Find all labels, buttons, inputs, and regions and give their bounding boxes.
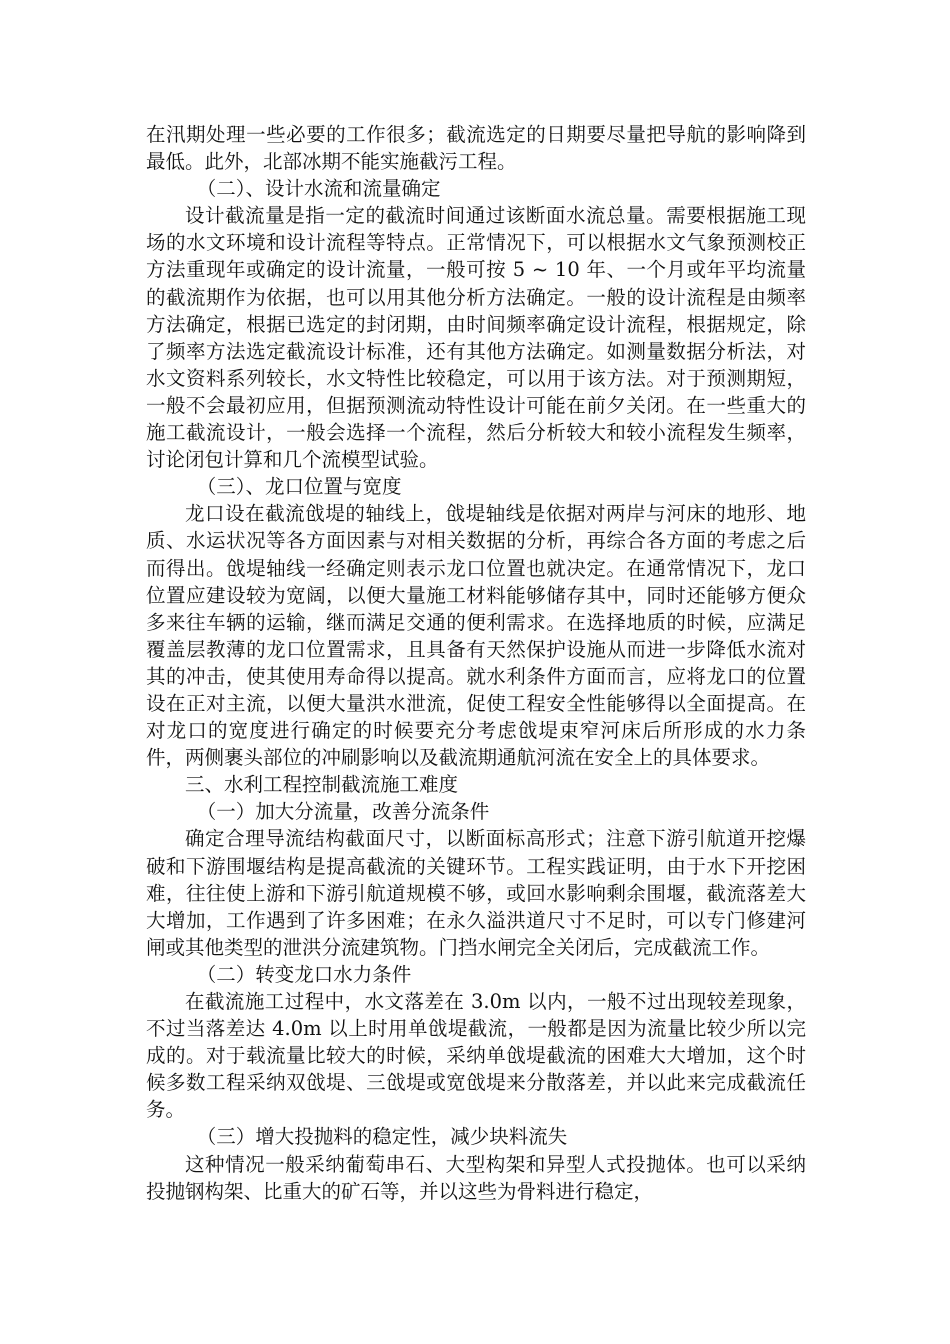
paragraph-hydraulic: 在截流施工过程中，水文落差在 3.0m 以内，一般不过出现较差现象，不过当落差达 4.0m 以上时用单戗堤截流，一般都是因为流量比较少所以完成的。对于载流量比较大的时候，采纳单戗堤截流的困难大大增加，这个时候多数工程采纳双戗堤、三戗堤或宽戗堤来分散落差，并以此来完成截流任务。 <box>146 990 806 1122</box>
paragraph-closure-gap: 龙口设在截流戗堤的轴线上，戗堤轴线是依据对两岸与河床的地形、地质、水运状况等各方面因素与对相关数据的分析，再综合各方面的考虑之后而得出。戗堤轴线一经确定则表示龙口位置也就决定。在通常情况下，龙口位置应建设较为宽阔，以便大量施工材料能够储存其中，同时还能够方便众多来往车辆的运输，继而满足交通的便利需求。在选择地质的时候，应满足覆盖层教薄的龙口位置需求，且具备有天然保护设施从而进一步降低水流对其的冲击，使其使用寿命得以提高。就水利条件方面而言，应将龙口的位置设在正对主流，以便大量洪水泄流，促使工程安全性能够得以全面提高。在对龙口的宽度进行确定的时候要充分考虑戗堤束窄河床后所形成的水力条件，两侧裹头部位的冲刷影响以及截流期通航河流在安全上的具体要求。 <box>146 502 806 770</box>
section-heading-closure-gap: （三）、龙口位置与宽度 <box>196 475 402 499</box>
paragraph-continuation: 在汛期处理一些必要的工作很多；截流选定的日期要尽量把导航的影响降到最低。此外，北部冰期不能实施截污工程。 <box>146 123 806 174</box>
section-heading-stability: （三）增大投抛料的稳定性，减少块料流失 <box>196 1125 568 1149</box>
paragraph-design-flow: 设计截流量是指一定的截流时间通过该断面水流总量。需要根据施工现场的水文环境和设计流程等特点。正常情况下，可以根据水文气象预测校正方法重现年或确定的设计流量，一般可按 5 ~ 10 年、一个月或年平均流量的截流期作为依据，也可以用其他分析方法确定。一般的设计流程是由频率方法确定，根据已选定的封闭期，由时间频率确定设计流程，根据规定，除了频率方法选定截流设计标准，还有其他方法确定。如测量数据分析法，对水文资料系列较长，水文特性比较稳定，可以用于该方法。对于预测期短，一般不会最初应用，但据预测流动特性设计可能在前夕关闭。在一些重大的施工截流设计，一般会选择一个流程，然后分析较大和较小流程发生频率，讨论闭包计算和几个流模型试验。 <box>146 204 806 472</box>
section-heading-design-flow: （二）、设计水流和流量确定 <box>196 177 441 201</box>
section-heading-diversion: （一）加大分流量，改善分流条件 <box>196 800 490 824</box>
document-body <box>146 121 806 1205</box>
paragraph-stability: 这种情况一般采纳葡萄串石、大型构架和异型人式投抛体。也可以采纳投抛钢构架、比重大的矿石等，并以这些为骨料进行稳定， <box>146 1152 806 1203</box>
paragraph-diversion: 确定合理导流结构截面尺寸，以断面标高形式；注意下游引航道开挖爆破和下游围堰结构是提高截流的关键环节。工程实践证明，由于水下开挖困难，往往使上游和下游引航道规模不够，或回水影响剩余围堰，截流落差大大增加，工作遇到了许多困难；在永久溢洪道尺寸不足时，可以专门修建河闸或其他类型的泄洪分流建筑物。门挡水闸完全关闭后，完成截流工作。 <box>146 827 806 959</box>
chapter-heading-difficulty: 三、水利工程控制截流施工难度 <box>185 773 459 797</box>
section-heading-hydraulic: （二）转变龙口水力条件 <box>196 962 412 986</box>
